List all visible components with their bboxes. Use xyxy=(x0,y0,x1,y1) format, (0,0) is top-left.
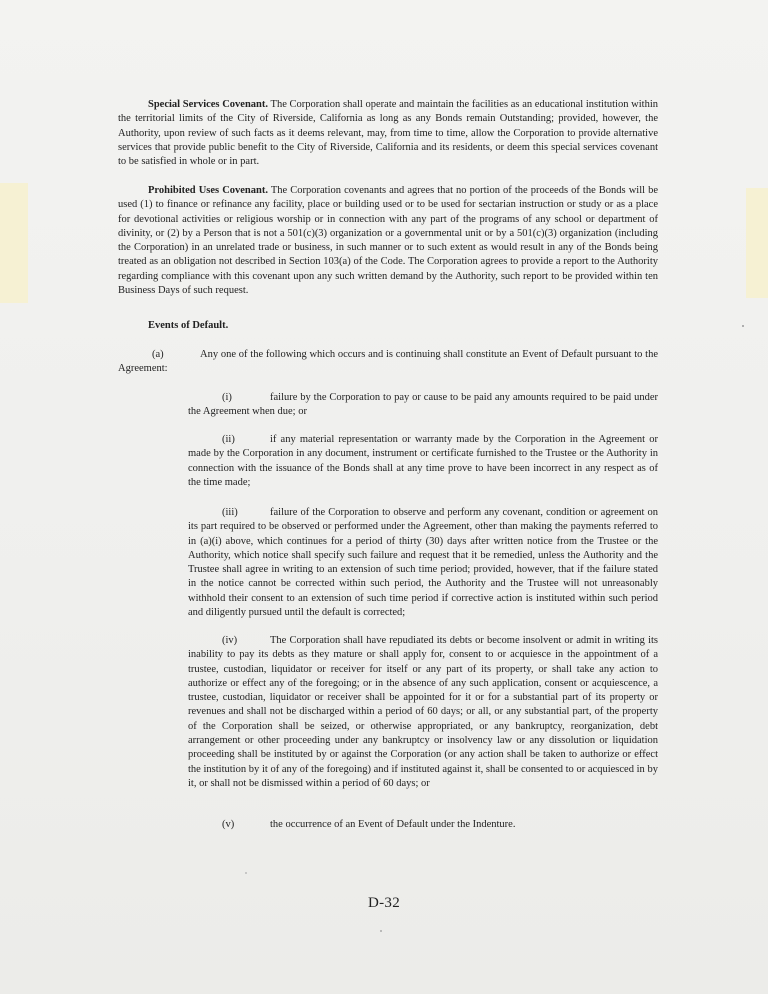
item-iv-body: The Corporation shall have repudiated its debts or become insolvent or admit in writing its inability to pay its debts as they mature or shall apply for, consent to or acquiesce in the appointment of a trustee, custodian, liquidator or receiver for itself or any part of its property, or shall take any action to authorize or effect any of the foregoing; or in the absence of any such application, consent or acquiescence, a trustee, custodian, liquidator or receiver shall be appointed for it or for a substantial part of its property or revenues and shall not be discharged within a period of 60 days; or all, or any substantial part, of the property of the Corporation shall be seized, or otherwise appropriated, or any bankruptcy, reorganization, debt arrangement or other proceeding under any bankruptcy or insolvency law or any dissolution or liquidation proceeding shall be instituted by or against the Corporation (or any action shall be taken to authorize or effect the institution by it of any of the foregoing) and if instituted against it, shall be consented to or acquiesced in by it, or shall not be dismissed within a period of 60 days; or xyxy=(188,635,658,789)
paragraph-a-label: (a) xyxy=(152,349,164,360)
special-services-heading: Special Services Covenant. xyxy=(148,99,269,110)
scan-speck xyxy=(742,325,744,327)
item-v-label: (v) xyxy=(222,819,235,830)
item-v-body: the occurrence of an Event of Default under the Indenture. xyxy=(270,819,516,830)
item-iii-body: failure of the Corporation to observe and perform any covenant, condition or agreement on its part required to be observed or performed under the Agreement, other than making the payments referred to in (a)(i) above, which continues for a period of thirty (30) days after written notice from the Trustee or the Authority, which notice shall specify such failure and request that it be remedied, unless the Authority and the Trustee shall agree in writing to an extension of such time period; provided, however, that if the failure stated in the notice cannot be corrected within such period, the Authority and the Trustee will not unreasonably withhold their consent to an extension of such time period if corrective action is instituted within such period and diligently pursued until the default is corrected; xyxy=(188,507,658,619)
item-v xyxy=(188,818,658,832)
item-iv-label: (iv) xyxy=(222,635,238,646)
scan-speck xyxy=(245,872,247,874)
events-of-default-heading: Events of Default. xyxy=(148,320,229,331)
paragraph-a-body: Any one of the following which occurs and is continuing shall constitute an Event of Default pursuant to the Agreement: xyxy=(118,349,658,375)
highlight-mark-right xyxy=(746,188,768,298)
item-iii xyxy=(188,506,658,620)
item-i-body: failure by the Corporation to pay or cause to be paid any amounts required to be paid under the Agreement when due; or xyxy=(188,392,658,418)
item-ii xyxy=(188,433,658,490)
special-services-body: The Corporation shall operate and maintain the facilities as an educational institution within the territorial limits of the City of Riverside, California as long as any Bonds remain Outstanding; provided, however, the Authority, upon review of such facts as it deems relevant, may, from time to time, allow the Corporation to provide alternative services that provide public benefit to the City of Riverside, California and its residents, or deem this special services covenant to be satisfied in whole or in part. xyxy=(118,99,659,168)
item-iii-label: (iii) xyxy=(222,507,238,518)
paragraph-a xyxy=(118,348,658,377)
item-ii-body: if any material representation or warranty made by the Corporation in the Agreement or made by the Corporation in any document, instrument or certificate furnished to the Trustee or the Authority in connection with the issuance of the Bonds shall at any time prove to have been incorrect in any respect as of the time made; xyxy=(188,434,658,488)
special-services-paragraph xyxy=(118,98,658,169)
scan-speck xyxy=(380,930,382,932)
item-i-label: (i) xyxy=(222,392,232,403)
item-ii-label: (ii) xyxy=(222,434,235,445)
highlight-mark-left xyxy=(0,183,28,303)
prohibited-uses-body: The Corporation covenants and agrees that no portion of the proceeds of the Bonds will be used (1) to finance or refinance any facility, place or building used or to be used for sectarian instruction or study or as a place for devotional activities or religious worship or in connection with any part of the programs of any school or department of divinity, or (2) by a Person that is not a 501(c)(3) organization or a governmental unit or by a 501(c)(3) organization (including the Corporation) in an unrelated trade or business, in such manner or to such extent as would result in any of the Bonds being treated as an obligation not described in Section 103(a) of the Code. The Corporation agrees to provide a report to the Authority regarding compliance with this covenant upon any such written demand by the Authority, such report to be provided within ten Business Days of such request. xyxy=(118,185,659,297)
prohibited-uses-heading: Prohibited Uses Covenant. xyxy=(148,185,268,196)
prohibited-uses-paragraph xyxy=(118,184,658,298)
item-i xyxy=(188,391,658,420)
item-iv xyxy=(188,634,658,791)
page-number: D-32 xyxy=(367,895,401,911)
